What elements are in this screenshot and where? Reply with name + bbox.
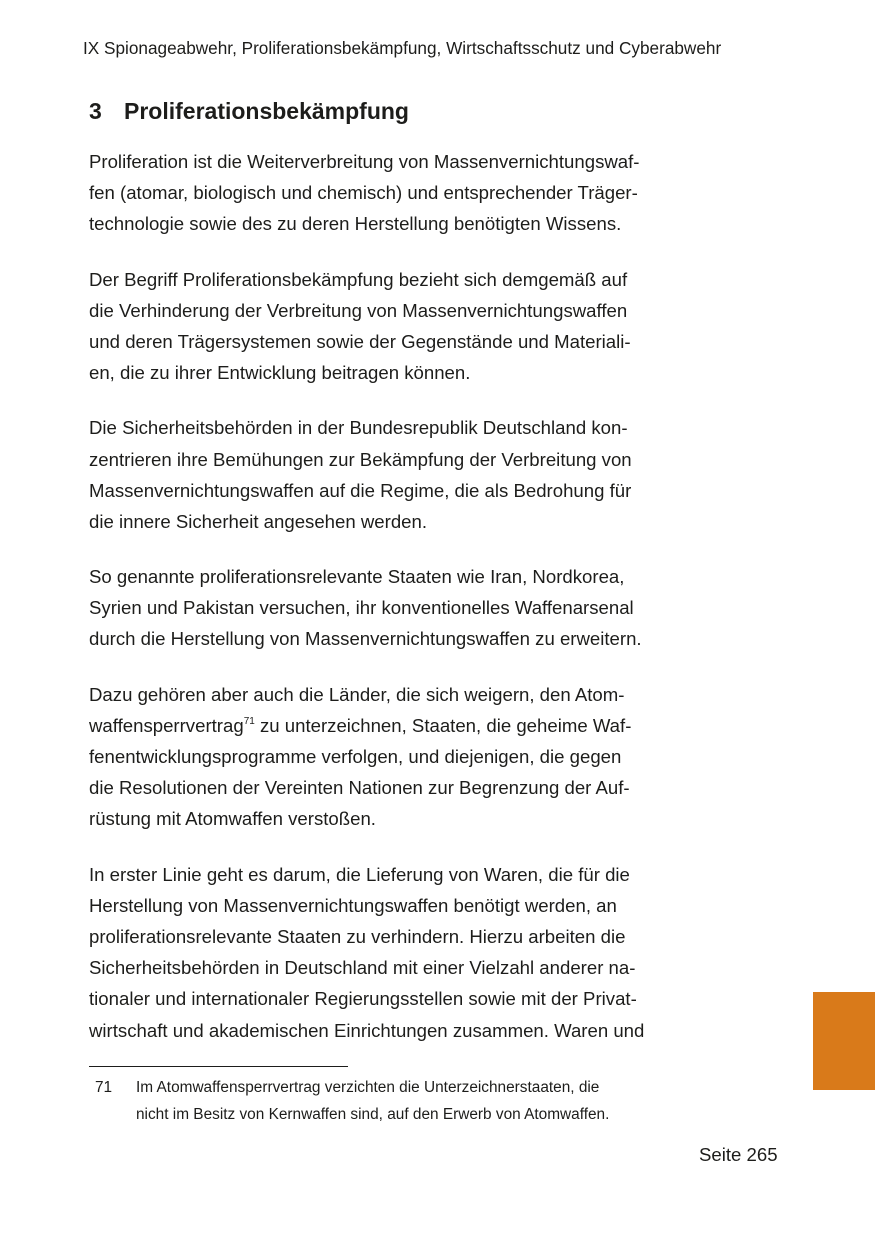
text-line: In erster Linie geht es darum, die Lieferung von Waren, die für die	[89, 863, 630, 885]
text-line: Herstellung von Massenvernichtungswaffen benötigt werden, an	[89, 894, 617, 916]
text-line: Syrien und Pakistan versuchen, ihr konventionelles Waffenarsenal	[89, 597, 634, 619]
text-line: Massenvernichtungswaffen auf die Regime, die als Bedrohung für	[89, 479, 632, 501]
text-line: die innere Sicherheit angesehen werden.	[89, 510, 428, 532]
section-title: Proliferationsbekämpfung	[124, 98, 409, 124]
text-line: proliferationsrelevante Staaten zu verhindern. Hierzu arbeiten die	[89, 925, 626, 947]
text-line: tionaler und internationaler Regierungsstellen sowie mit der Privat-	[89, 988, 637, 1010]
text-line: Der Begriff Proliferationsbekämpfung bezieht sich demgemäß auf	[89, 268, 628, 290]
text-segment: zu unterzeichnen, Staaten, die geheime Waf-	[254, 714, 632, 736]
footnote-reference[interactable]: 71	[243, 715, 255, 727]
text-line: und deren Trägersystemen sowie der Gegenstände und Materiali-	[89, 330, 631, 352]
text-line: fen (atomar, biologisch und chemisch) und entsprechender Träger-	[89, 182, 638, 204]
text-line: Proliferation ist die Weiterverbreitung von Massenvernichtungswaf-	[89, 151, 640, 172]
footnote-number: 71	[95, 1079, 113, 1096]
footnote-text	[136, 1074, 736, 1128]
text-line: die Resolutionen der Vereinten Nationen zur Begrenzung der Auf-	[89, 777, 630, 799]
chapter-thumb-tab	[813, 992, 875, 1090]
paragraph	[89, 412, 737, 537]
text-line: Die Sicherheitsbehörden in der Bundesrepublik Deutschland kon-	[89, 417, 628, 439]
text-line: en, die zu ihrer Entwicklung beitragen können.	[89, 362, 471, 384]
text-line: durch die Herstellung von Massenvernichtungswaffen zu erweitern.	[89, 628, 642, 650]
paragraph	[89, 561, 737, 655]
paragraph	[89, 859, 737, 1046]
text-line: fenentwicklungsprogramme verfolgen, und diejenigen, die gegen	[89, 746, 622, 767]
body-text	[89, 146, 737, 1070]
text-line: technologie sowie des zu deren Herstellung benötigten Wissens.	[89, 213, 622, 235]
section-heading	[89, 95, 729, 127]
text-line: Sicherheitsbehörden in Deutschland mit einer Vielzahl anderer na-	[89, 957, 636, 979]
text-line: wirtschaft und akademischen Einrichtungen zusammen. Waren und	[89, 1019, 645, 1041]
footnote-divider	[89, 1066, 348, 1067]
text-line: die Verhinderung der Verbreitung von Massenvernichtungswaffen	[89, 299, 628, 321]
text-segment: waffensperrvertrag	[89, 714, 244, 736]
text-line	[89, 710, 737, 741]
text-line: rüstung mit Atomwaffen verstoßen.	[89, 808, 376, 830]
paragraph	[89, 146, 737, 240]
paragraph	[89, 679, 737, 835]
page-number: Seite 265	[699, 1144, 778, 1165]
text-line: Dazu gehören aber auch die Länder, die sich weigern, den Atom-	[89, 683, 625, 705]
running-head: IX Spionageabwehr, Proliferationsbekämpfung, Wirtschaftsschutz und Cyberabwehr	[83, 38, 722, 58]
footnote-line: nicht im Besitz von Kernwaffen sind, auf den Erwerb von Atomwaffen.	[136, 1106, 610, 1123]
paragraph	[89, 264, 737, 389]
footnote-line: Im Atomwaffensperrvertrag verzichten die Unterzeichnerstaaten, die	[136, 1079, 600, 1096]
text-line: zentrieren ihre Bemühungen zur Bekämpfung der Verbreitung von	[89, 448, 632, 470]
text-line: So genannte proliferationsrelevante Staaten wie Iran, Nordkorea,	[89, 566, 625, 588]
section-number: 3	[89, 98, 102, 124]
